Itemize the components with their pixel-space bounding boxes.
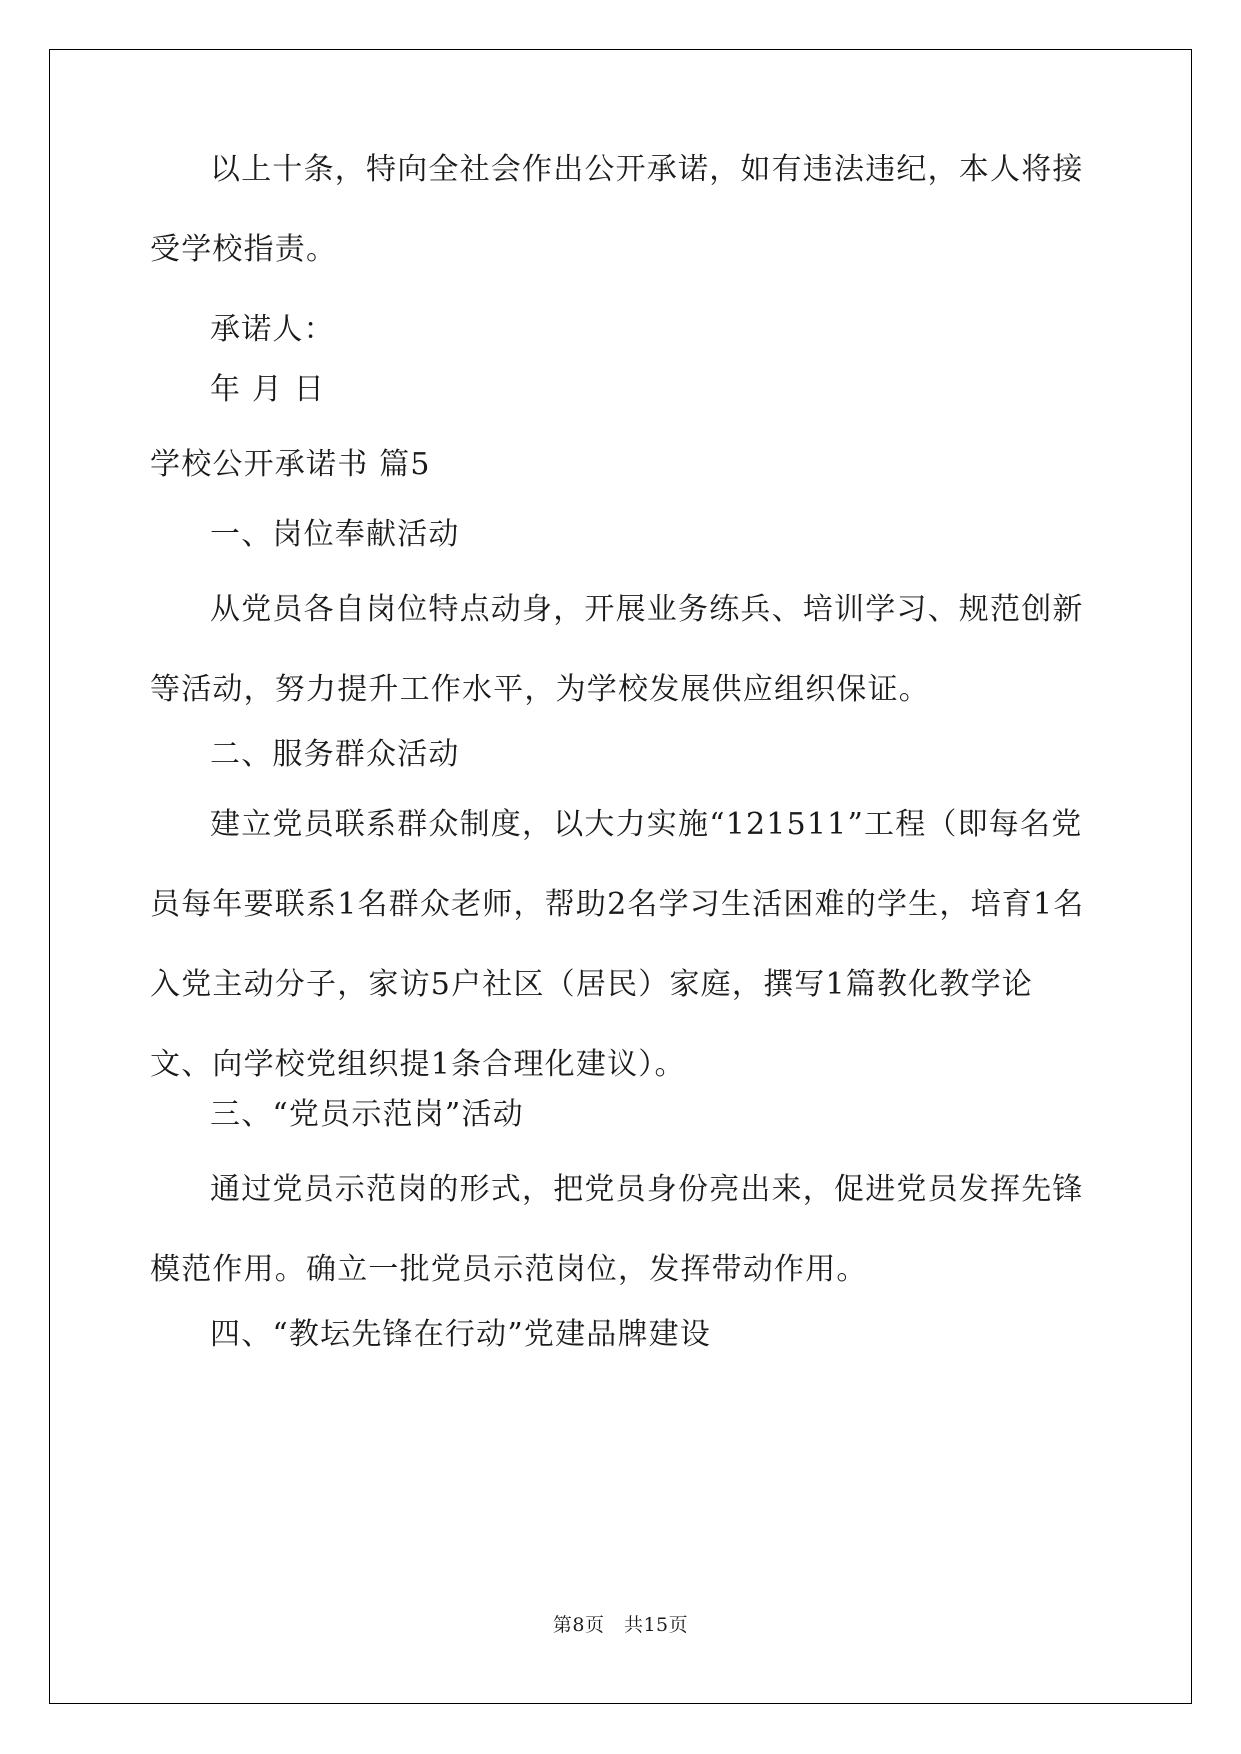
heading-1: 一、岗位奉献活动 [210, 517, 460, 552]
paragraph-1: 从党员各自岗位特点动身，开展业务练兵、培训学习、规范创新等活动，努力提升工作水平，为学校发展供应组织保证。 [150, 592, 1084, 707]
paragraph-2: 建立党员联系群众制度，以大力实施“121511”工程（即每名党员每年要联系1名群众老师，帮助2名学习生活困难的学生，培育1名入党主动分子，家访5户社区（居民）家庭，撰写1篇教化教学论文、向学校党组织提1条合理化建议）。 [150, 807, 1085, 1082]
heading-3: 三、“党员示范岗”活动 [210, 1097, 524, 1132]
heading-4: 四、“教坛先锋在行动”党建品牌建设 [210, 1317, 712, 1352]
page-number-footer: 第8页 共15页 [552, 1614, 689, 1636]
paragraph-pledger: 承诺人： [210, 312, 335, 347]
paragraph-3: 通过党员示范岗的形式，把党员身份亮出来，促进党员发挥先锋模范作用。确立一批党员示范岗位，发挥带动作用。 [150, 1172, 1084, 1287]
section-title: 学校公开承诺书 篇5 [150, 447, 431, 482]
heading-2: 二、服务群众活动 [210, 737, 460, 772]
paragraph-date: 年 月 日 [210, 372, 326, 407]
paragraph-pledge-closing: 以上十条，特向全社会作出公开承诺，如有违法违纪，本人将接受学校指责。 [150, 152, 1084, 267]
